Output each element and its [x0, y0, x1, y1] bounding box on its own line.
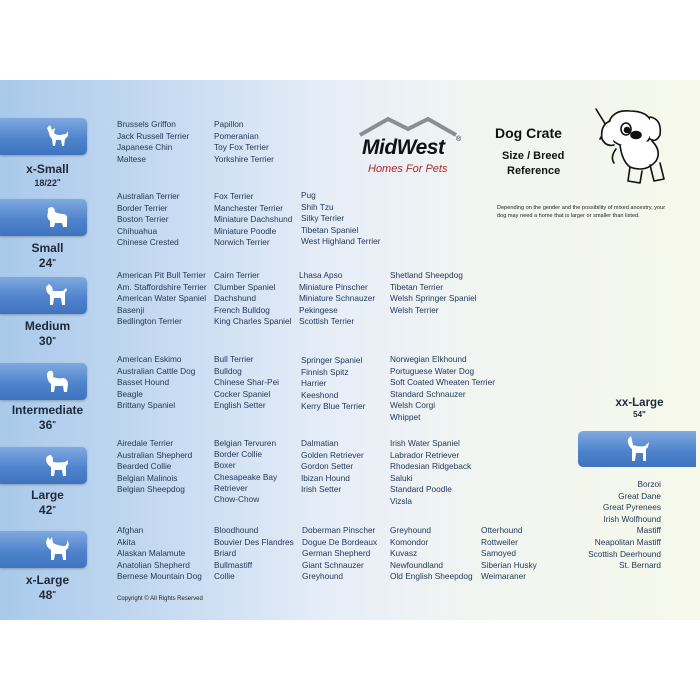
breed-name: Golden Retriever [301, 449, 364, 460]
size-name-medium: Medium [24, 319, 71, 333]
breed-name: Saluki [390, 472, 413, 483]
breed-name: Belgian Malinois [117, 472, 178, 483]
breed-list-small-col2 [214, 191, 292, 249]
breed-name: Australian Terrier [117, 191, 180, 201]
breed-name: Siberian Husky [481, 559, 537, 570]
breed-name: Scottish Deerhound [588, 548, 661, 559]
breed-name: Kerry Blue Terrier [301, 401, 366, 412]
breed-name: American Pit Bull Terrier [117, 270, 206, 280]
breed-name: Irish Setter [301, 484, 342, 495]
breed-name: Clumber Spaniel [214, 281, 276, 292]
breed-list-intermediate-col3 [301, 355, 365, 413]
breed-list-small-col3 [301, 190, 380, 248]
size-dim-medium: 30" [38, 334, 57, 348]
breed-name: Dachshund [214, 293, 256, 304]
size-tab-medium [0, 277, 87, 314]
breed-name: Standard Poodle [390, 484, 452, 495]
breed-name: Springer Spaniel [301, 355, 363, 365]
size-dim-large: 42" [38, 503, 57, 517]
breed-name: French Bulldog [214, 304, 270, 315]
breed-name: Cocker Spaniel [214, 388, 271, 399]
size-name-x-small: x-Small [26, 162, 69, 176]
breed-list-small-col1 [117, 191, 180, 249]
breed-name: Border Terrier [117, 202, 168, 213]
breed-name: Samoyed [481, 548, 517, 559]
breed-name: King Charles Spaniel [214, 316, 292, 327]
breed-list-medium-col3 [299, 270, 375, 328]
breed-name: Greyhound [390, 525, 432, 535]
breed-name: Australian Cattle Dog [117, 365, 196, 376]
breed-name: Irish Wolfhound [603, 513, 661, 524]
breed-name: Japanese Chin [117, 142, 173, 153]
breed-name: Chihuahua [117, 225, 158, 236]
size-name-intermediate: Intermediate [11, 403, 84, 417]
retriever-dog-icon [41, 451, 71, 480]
breed-name: Bearded Collie [117, 461, 172, 472]
spaniel-dog-icon [41, 367, 71, 396]
breed-name: Norwich Terrier [214, 237, 270, 248]
breed-name: Retriever [214, 482, 248, 493]
breed-list-medium-col1 [117, 270, 207, 328]
breed-name: Bull Terrier [214, 354, 254, 364]
breed-name: Am. Staffordshire Terrier [117, 281, 207, 292]
size-tab-xx-large [578, 431, 696, 467]
breed-name: Portuguese Water Dog [390, 365, 475, 376]
breed-name: Brussels Griffon [117, 119, 176, 129]
breed-name: Bullmastiff [214, 559, 253, 570]
house-roof-logo-icon [358, 115, 458, 137]
breed-name: Welsh Terrier [390, 304, 439, 315]
breed-name: Gordon Setter [301, 461, 354, 472]
husky-dog-icon [41, 535, 71, 564]
breed-name: West Highland Terrier [301, 236, 381, 247]
size-name-x-large: x-Large [25, 573, 70, 587]
breed-list-x-large-col4 [390, 525, 473, 583]
size-dim-xx-large: 54" [633, 410, 646, 419]
breed-name: Basset Hound [117, 377, 170, 388]
breed-name: Maltese [117, 153, 147, 164]
breed-name: Giant Schnauzer [302, 559, 364, 570]
breed-list-intermediate-col2 [214, 354, 279, 412]
size-tab-x-large [0, 531, 87, 568]
breed-name: Neapolitan Mastiff [594, 536, 661, 547]
breed-name: Cairn Terrier [214, 270, 260, 280]
size-dim-small: 24" [38, 256, 57, 270]
size-dim-intermediate: 36" [38, 418, 57, 432]
breed-name: Dalmatian [301, 438, 339, 448]
breed-name: Bloodhound [214, 525, 259, 535]
breed-list-intermediate-col4 [390, 354, 495, 424]
breed-name: Toy Fox Terrier [214, 142, 269, 153]
breed-name: Labrador Retriever [390, 449, 460, 460]
breed-list-large-col2 [214, 438, 277, 505]
breed-name: American Eskimo [117, 354, 182, 364]
breed-name: Norwegian Elkhound [390, 354, 467, 364]
breed-list-x-small-col1 [117, 119, 189, 165]
breed-name: Rottweiler [481, 536, 518, 547]
breed-name: Scottish Terrier [299, 316, 355, 327]
breed-name: Whippet [390, 411, 421, 422]
breed-name: Bernese Mountain Dog [117, 571, 202, 582]
size-dim-x-small: 18/22" [34, 178, 61, 188]
breed-name: Beagle [117, 388, 143, 399]
breed-name: Miniature Dachshund [214, 214, 293, 225]
papillon-dog-icon [41, 122, 71, 151]
breed-name: Great Pyrenees [602, 502, 661, 513]
breed-name: Silky Terrier [301, 213, 345, 224]
breed-name: Vizsla [390, 495, 412, 506]
size-name-large: Large [31, 488, 64, 502]
breed-name: Collie [214, 571, 235, 582]
page-title: Dog Crate [495, 125, 562, 141]
breed-name: Welsh Springer Spaniel [390, 293, 477, 304]
breed-name: Alaskan Malamute [117, 548, 186, 559]
breed-name: Miniature Poodle [214, 225, 277, 236]
breed-name: Miniature Pinscher [299, 281, 368, 292]
breed-name: Pug [301, 190, 316, 200]
breed-name: Standard Schnauzer [390, 388, 466, 399]
breed-name: Border Collie [214, 449, 262, 460]
breed-name: Belgian Sheepdog [117, 484, 185, 495]
breed-name: Fox Terrier [214, 191, 254, 201]
breed-name: Mastiff [636, 525, 661, 536]
breed-name: Tibetan Spaniel [301, 224, 359, 235]
breed-name: Jack Russell Terrier [117, 130, 190, 141]
breed-name: Boston Terrier [117, 214, 169, 225]
breed-name: Chinese Crested [117, 237, 179, 248]
breed-name: Dogue De Bordeaux [302, 536, 378, 547]
breed-name: Bouvier Des Flandres [214, 536, 294, 547]
sizing-note: Depending on the gender and the possibility of mixed ancestry, your dog may need a home that is larger or smaller than listed. [497, 205, 666, 219]
breed-name: Afghan [117, 525, 144, 535]
breed-name: Komondor [390, 536, 429, 547]
breed-name: Basenji [117, 304, 145, 315]
breed-name: Lhasa Apso [299, 270, 343, 280]
breed-list-large-col1 [117, 438, 192, 496]
breed-name: English Setter [214, 400, 266, 411]
breed-name: Keeshond [301, 389, 339, 400]
breed-list-intermediate-col1 [117, 354, 195, 412]
breed-name: Airedale Terrier [117, 438, 174, 448]
page-subtitle-line2: Reference [507, 165, 561, 177]
breed-list-x-large-col5 [481, 525, 537, 583]
breed-name: Yorkshire Terrier [214, 153, 274, 164]
breed-name: Irish Water Spaniel [390, 438, 460, 448]
breed-name: German Shepherd [302, 548, 371, 559]
size-tab-x-small [0, 118, 87, 155]
breed-list-medium-col4 [390, 270, 477, 316]
breed-list-x-large-col1 [117, 525, 202, 583]
breed-name: Greyhound [302, 571, 344, 582]
breed-name: Anatolian Shepherd [117, 559, 190, 570]
size-name-small: Small [31, 241, 64, 255]
breed-name: Australian Shepherd [117, 449, 193, 460]
brand-logo-text: MidWest [362, 136, 445, 159]
breed-name: Shih Tzu [301, 201, 334, 212]
breed-name: Pekingese [299, 304, 338, 315]
breed-name: Papillon [214, 119, 244, 129]
breed-name: Pomeranian [214, 130, 259, 141]
terrier-dog-icon [41, 281, 71, 310]
breed-name: Ibizan Hound [301, 472, 350, 483]
breed-name: Chesapeake Bay [214, 471, 278, 482]
breed-name: Kuvasz [390, 548, 418, 559]
breed-name: Manchester Terrier [214, 202, 284, 213]
breed-name: Weimaraner [481, 571, 527, 582]
breed-list-x-large-col3 [302, 525, 377, 583]
breed-name: Briard [214, 548, 237, 559]
breed-name: Borzoi [637, 479, 661, 489]
page-subtitle-line1: Size / Breed [502, 150, 565, 162]
brand-tagline: Homes For Pets [368, 163, 448, 175]
breed-name: Tibetan Terrier [390, 281, 444, 292]
breed-name: Great Dane [618, 490, 661, 501]
breed-name: Welsh Corgi [390, 400, 436, 411]
size-tab-large [0, 447, 87, 484]
breed-name: Rhodesian Ridgeback [390, 461, 472, 472]
breed-name: Shetland Sheepdog [390, 270, 463, 280]
registered-mark: ® [456, 136, 462, 143]
breed-name: Harrier [301, 378, 327, 389]
breed-name: St. Bernard [619, 560, 661, 571]
shih-tzu-dog-icon [41, 203, 71, 232]
size-tab-small [0, 199, 87, 236]
breed-name: Finnish Spitz [301, 366, 349, 377]
breed-name: Old English Sheepdog [390, 571, 473, 582]
breed-list-medium-col2 [214, 270, 291, 328]
breed-name: Belgian Tervuren [214, 438, 277, 448]
breed-list-x-small-col2 [214, 119, 274, 165]
breed-list-xx-large [588, 479, 661, 572]
breed-name: Bedlington Terrier [117, 316, 182, 327]
breed-name: Bulldog [214, 365, 242, 376]
breed-name: Brittany Spaniel [117, 400, 176, 411]
size-dim-x-large: 48" [38, 588, 57, 602]
cartoon-dog-icon [590, 105, 670, 187]
breed-list-large-col4 [390, 438, 471, 508]
breed-name: Boxer [214, 460, 236, 471]
breed-list-x-large-col2 [214, 525, 294, 583]
breed-name: American Water Spaniel [117, 293, 207, 304]
breed-name: Akita [117, 536, 136, 547]
breed-name: Newfoundland [390, 559, 444, 570]
size-name-xx-large: xx-Large [615, 397, 664, 409]
breed-name: Otterhound [481, 525, 523, 535]
breed-name: Doberman Pinscher [302, 525, 376, 535]
breed-name: Soft Coated Wheaten Terrier [390, 377, 495, 388]
breed-name: Chinese Shar-Pei [214, 377, 280, 388]
copyright-notice: Copyright © All Rights Reserved [117, 596, 203, 602]
breed-list-large-col3 [301, 438, 364, 496]
breed-name: Miniature Schnauzer [299, 293, 376, 304]
size-tab-intermediate [0, 363, 87, 400]
breed-name: Chow-Chow [214, 494, 260, 505]
great-dane-dog-icon [622, 434, 652, 464]
